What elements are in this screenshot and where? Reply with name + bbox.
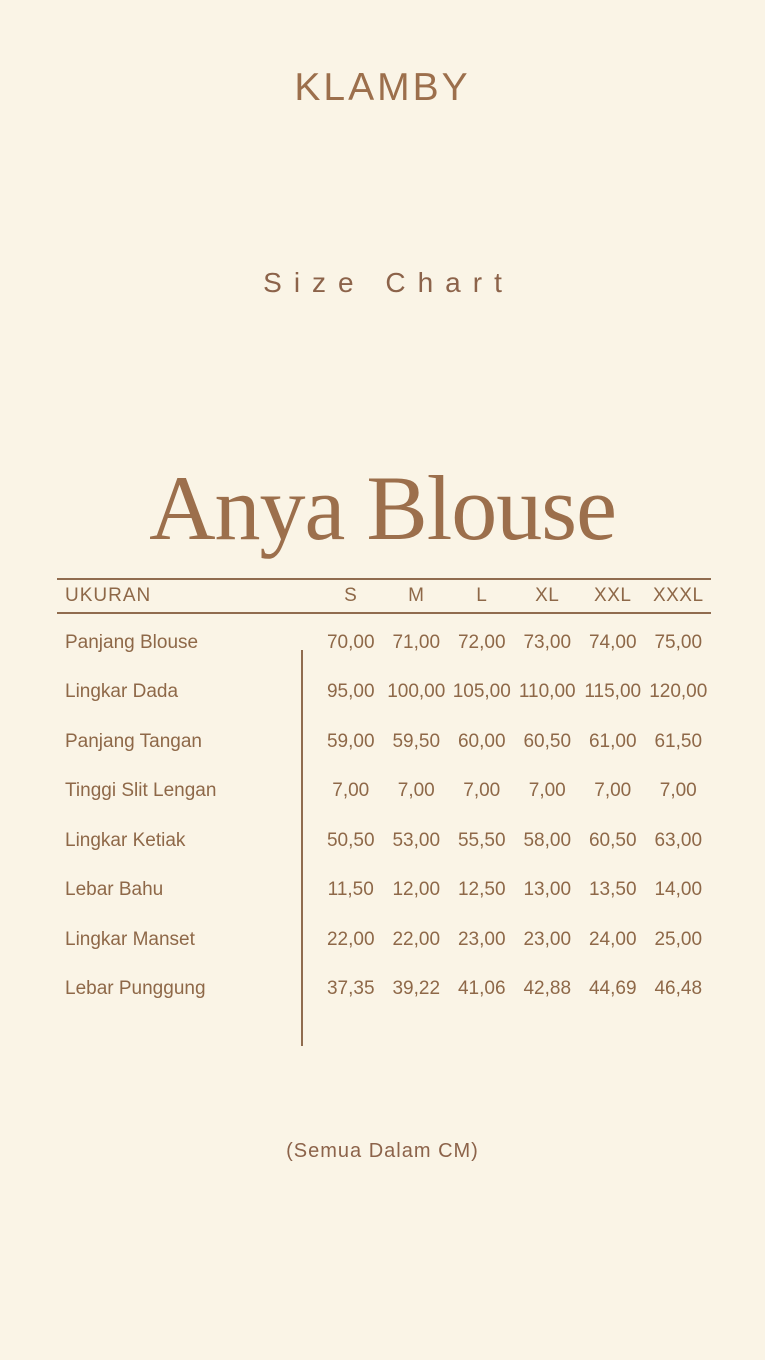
cell-value: 110,00 — [518, 681, 576, 703]
cell-value: 115,00 — [584, 681, 642, 703]
cell-value: 7,00 — [397, 780, 435, 802]
table-row — [57, 965, 711, 1015]
cell-value: 14,00 — [654, 879, 703, 901]
cell-value: 22,00 — [392, 928, 441, 950]
cell-value: 7,00 — [528, 780, 566, 802]
row-label: Lingkar Ketiak — [65, 829, 186, 851]
cell-value: 63,00 — [654, 829, 703, 851]
cell-value: 24,00 — [588, 928, 637, 950]
header-size-xxl: XXL — [594, 585, 632, 606]
table-row — [57, 717, 711, 767]
table-row — [57, 816, 711, 866]
cell-value: 95,00 — [326, 681, 375, 703]
row-label: Panjang Tangan — [65, 730, 202, 752]
cell-value: 50,50 — [326, 829, 375, 851]
cell-value: 105,00 — [452, 681, 511, 703]
header-size-xl: XL — [535, 585, 560, 606]
table-row — [57, 866, 711, 916]
cell-value: 70,00 — [326, 631, 375, 653]
table-row — [57, 668, 711, 718]
cell-value: 73,00 — [523, 631, 572, 653]
cell-value: 61,50 — [654, 730, 703, 752]
cell-value: 60,50 — [588, 829, 637, 851]
cell-value: 46,48 — [654, 978, 703, 1000]
cell-value: 100,00 — [387, 681, 446, 703]
size-table — [57, 578, 711, 1014]
cell-value: 25,00 — [654, 928, 703, 950]
cell-value: 7,00 — [594, 780, 632, 802]
header-size-xxxl: XXXL — [652, 585, 704, 606]
row-label: Lebar Punggung — [65, 978, 206, 1000]
cell-value: 41,06 — [457, 978, 506, 1000]
cell-value: 75,00 — [654, 631, 703, 653]
header-size-s: S — [344, 585, 358, 606]
cell-value: 59,50 — [392, 730, 441, 752]
cell-value: 42,88 — [523, 978, 572, 1000]
row-label: Lebar Bahu — [65, 879, 164, 901]
row-label: Lingkar Dada — [65, 681, 179, 703]
header-ukuran: UKURAN — [65, 585, 152, 606]
cell-value: 13,50 — [588, 879, 637, 901]
table-row — [57, 915, 711, 965]
cell-value: 12,00 — [392, 879, 441, 901]
header-size-l: L — [476, 585, 488, 606]
cell-value: 7,00 — [463, 780, 501, 802]
cell-value: 13,00 — [523, 879, 572, 901]
cell-value: 71,00 — [392, 631, 441, 653]
unit-footnote: (Semua Dalam CM) — [286, 1140, 479, 1162]
cell-value: 55,50 — [457, 829, 506, 851]
column-divider-line — [301, 650, 303, 1046]
cell-value: 44,69 — [588, 978, 637, 1000]
size-table-body — [57, 614, 711, 1014]
cell-value: 120,00 — [649, 681, 708, 703]
row-label: Panjang Blouse — [65, 631, 199, 653]
table-row — [57, 767, 711, 817]
cell-value: 23,00 — [457, 928, 506, 950]
cell-value: 58,00 — [523, 829, 572, 851]
cell-value: 53,00 — [392, 829, 441, 851]
cell-value: 11,50 — [327, 879, 374, 901]
brand-logo: KLAMBY — [294, 66, 471, 109]
cell-value: 37,35 — [326, 978, 375, 1000]
product-title: Anya Blouse — [149, 457, 616, 559]
header-size-m: M — [408, 585, 425, 606]
cell-value: 23,00 — [523, 928, 572, 950]
cell-value: 39,22 — [392, 978, 441, 1000]
cell-value: 60,50 — [523, 730, 572, 752]
cell-value: 7,00 — [659, 780, 697, 802]
cell-value: 59,00 — [326, 730, 375, 752]
cell-value: 12,50 — [457, 879, 506, 901]
table-row — [57, 618, 711, 668]
size-chart-heading: Size Chart — [263, 267, 514, 298]
row-label: Lingkar Manset — [65, 928, 195, 950]
row-label: Tinggi Slit Lengan — [65, 780, 217, 802]
cell-value: 22,00 — [326, 928, 375, 950]
cell-value: 61,00 — [588, 730, 637, 752]
cell-value: 74,00 — [588, 631, 637, 653]
cell-value: 60,00 — [457, 730, 506, 752]
size-table-header-row — [57, 578, 711, 614]
cell-value: 7,00 — [332, 780, 370, 802]
cell-value: 72,00 — [457, 631, 506, 653]
